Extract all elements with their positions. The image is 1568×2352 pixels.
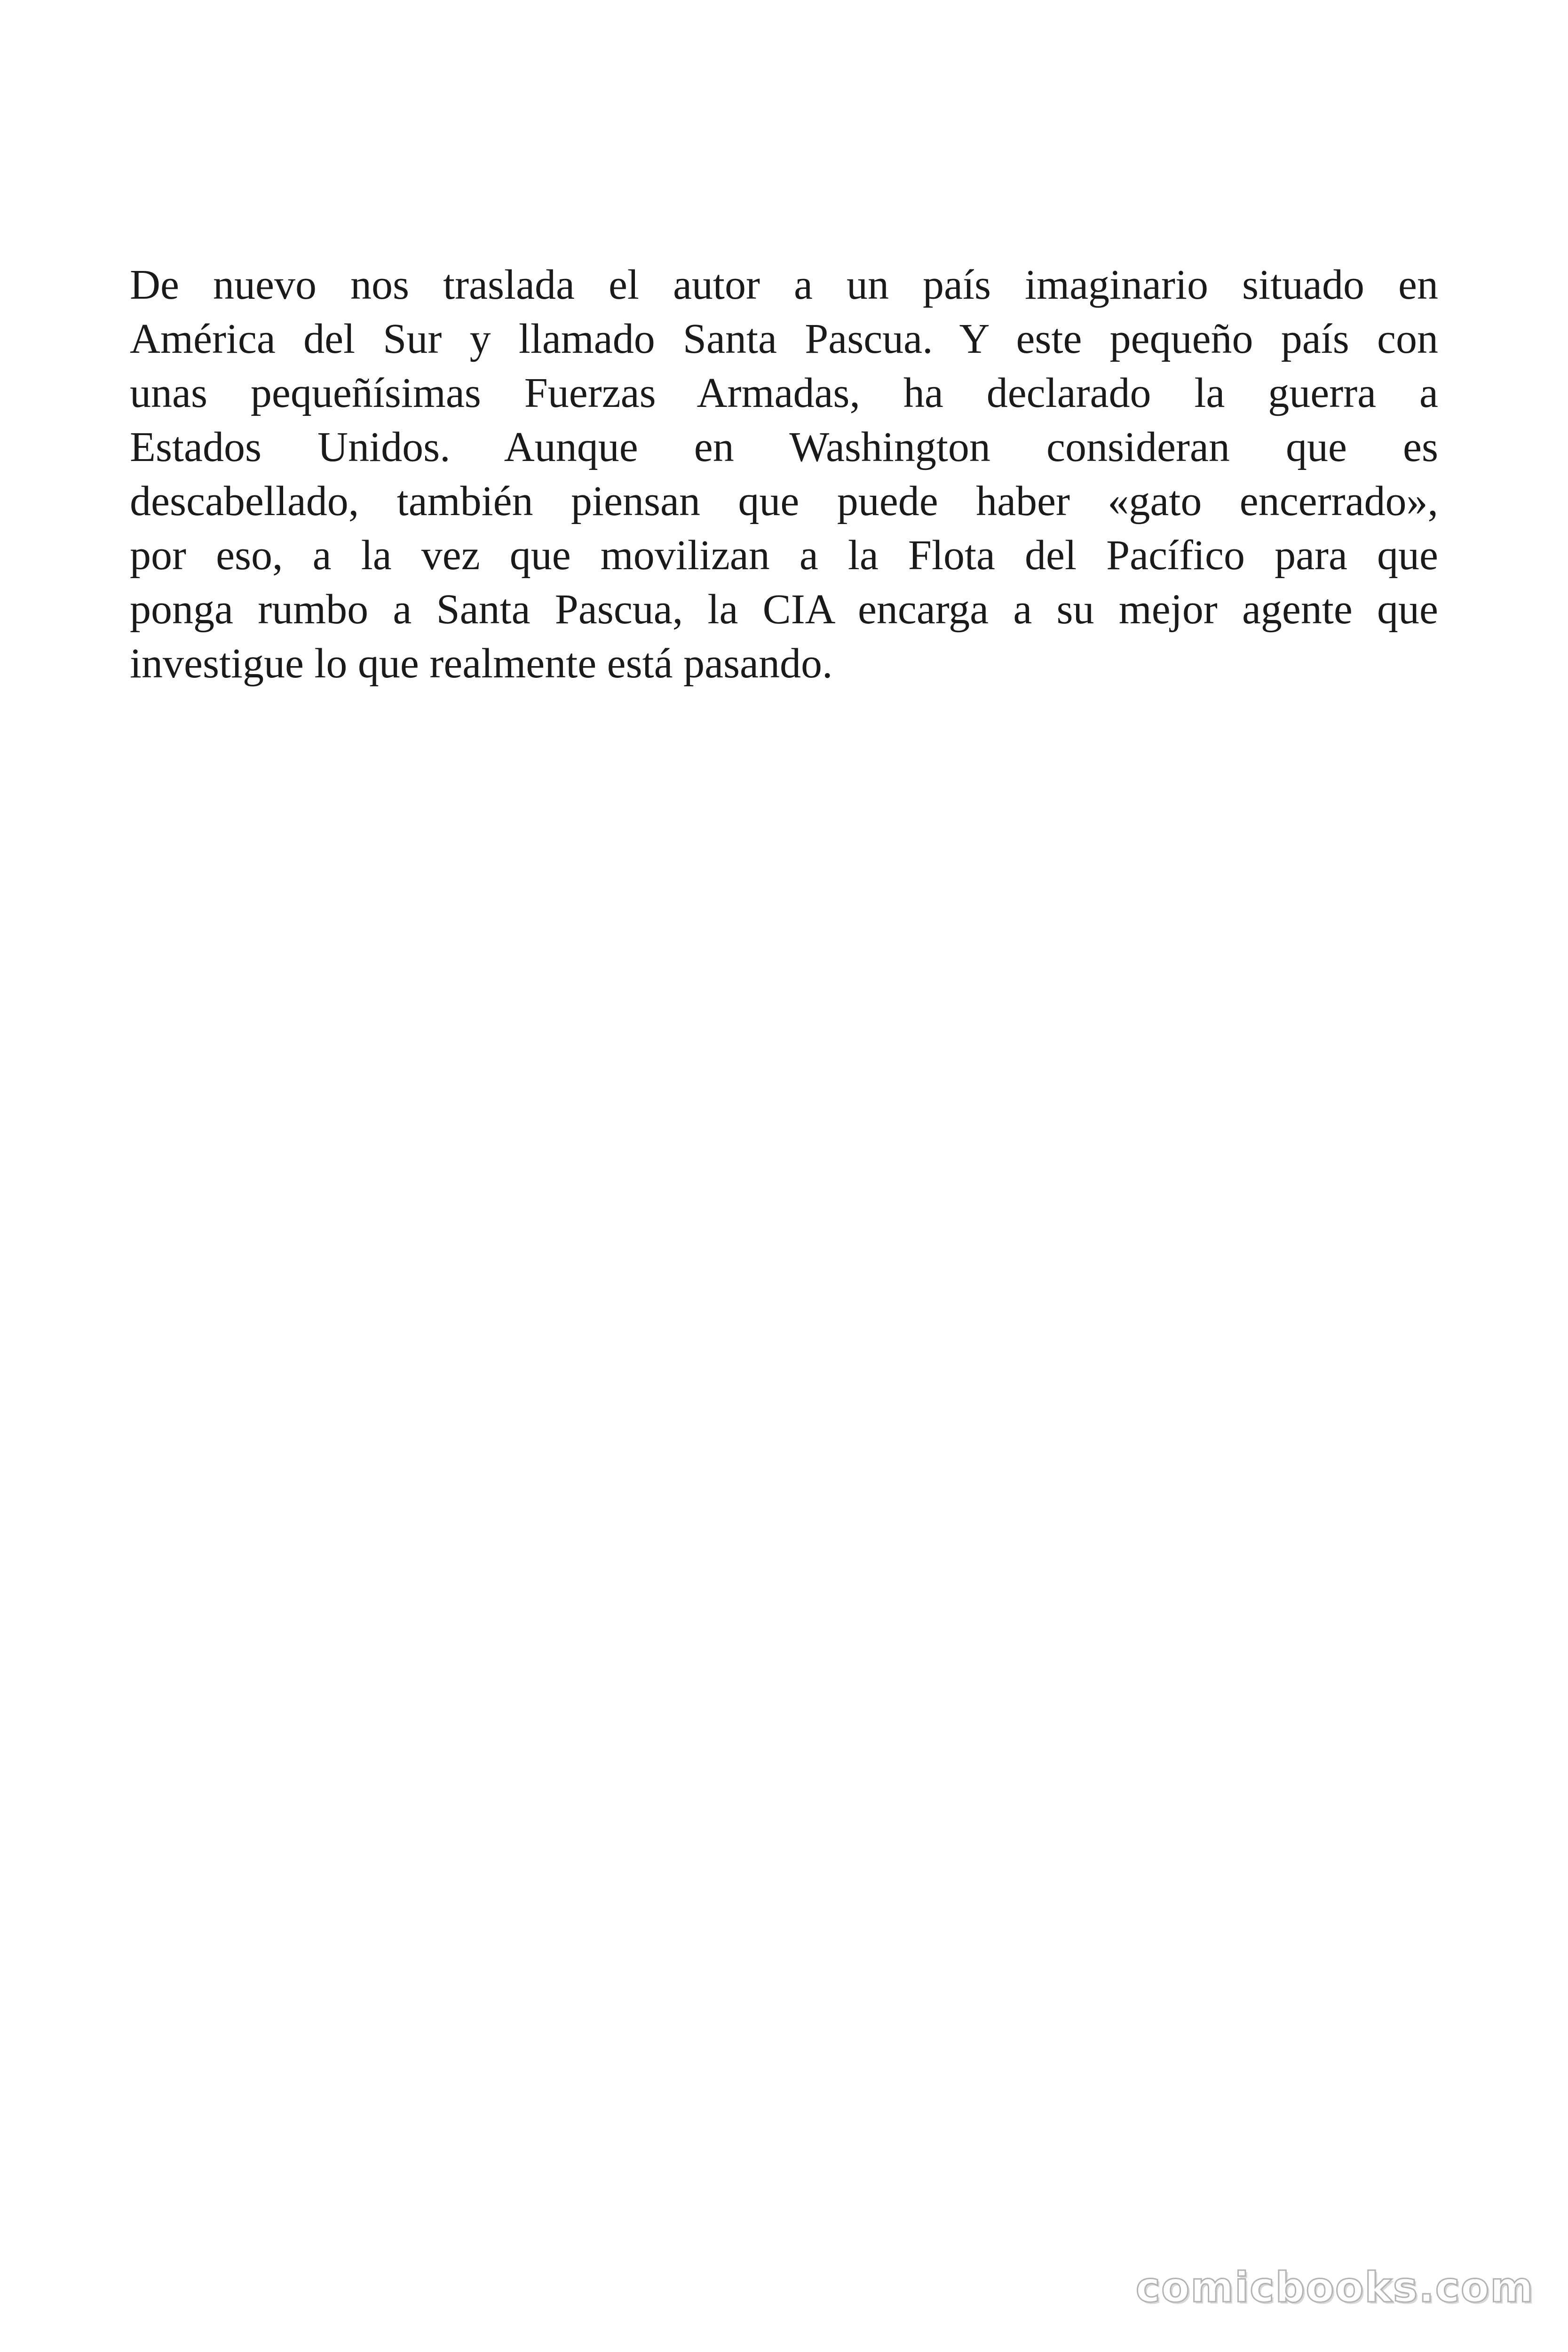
synopsis-line: Estados Unidos. Aunque en Washington consideran que es xyxy=(130,424,1438,470)
synopsis-line: unas pequeñísimas Fuerzas Armadas, ha declarado la guerra a xyxy=(130,370,1438,416)
synopsis-line: América del Sur y llamado Santa Pascua. Y este pequeño país con xyxy=(130,316,1438,362)
watermark-logo: comicbooks.com xyxy=(1135,2263,1534,2312)
synopsis-line: por eso, a la vez que movilizan a la Flota del Pacífico para que xyxy=(130,532,1438,579)
synopsis-paragraph xyxy=(130,258,1438,691)
synopsis-line: investigue lo que realmente está pasando. xyxy=(130,640,833,687)
synopsis-line: ponga rumbo a Santa Pascua, la CIA encarga a su mejor agente que xyxy=(130,586,1438,633)
synopsis-line: descabellado, también piensan que puede haber «gato encerrado», xyxy=(130,478,1438,524)
synopsis-line: De nuevo nos traslada el autor a un país imaginario situado en xyxy=(130,262,1438,308)
